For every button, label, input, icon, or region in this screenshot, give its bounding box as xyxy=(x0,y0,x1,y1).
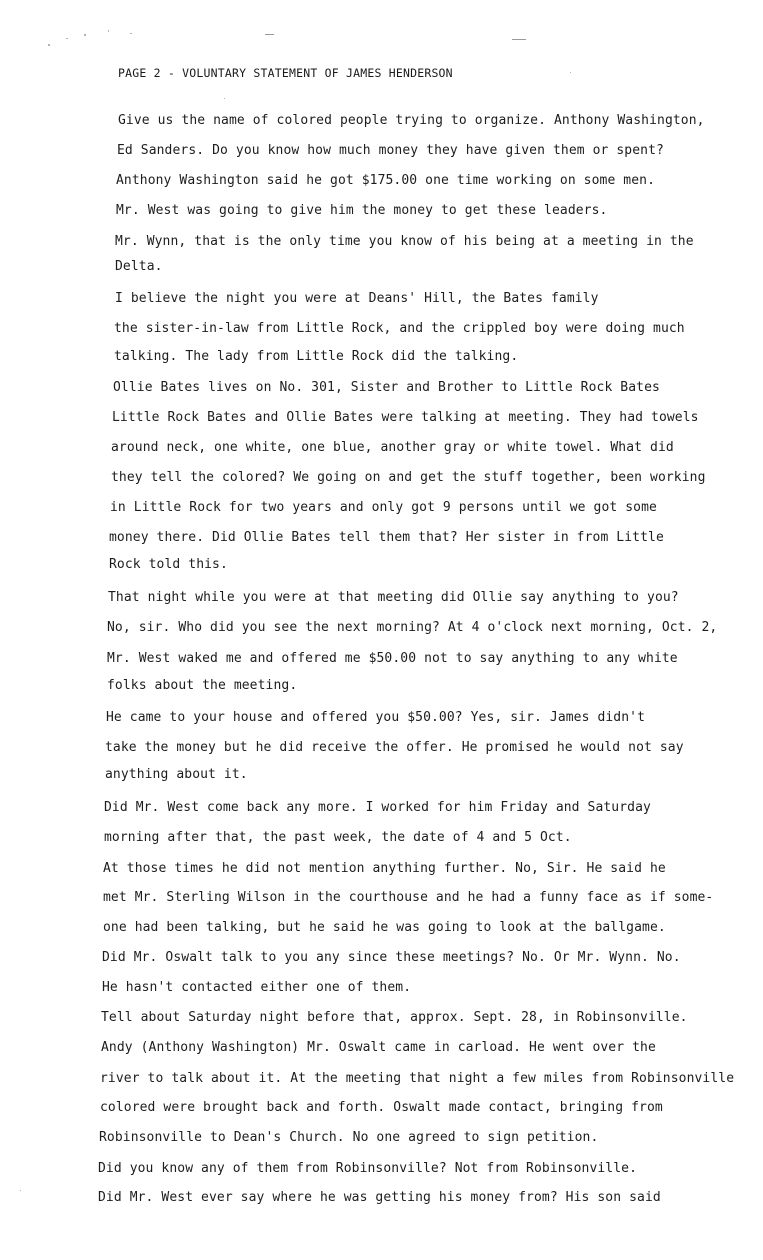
statement-line: folks about the meeting. xyxy=(107,678,298,693)
statement-line: Give us the name of colored people trying to organize. Anthony Washington, xyxy=(118,113,705,128)
statement-line: Robinsonville to Dean's Church. No one agreed to sign petition. xyxy=(99,1130,599,1145)
statement-line: money there. Did Ollie Bates tell them that? Her sister in from Little xyxy=(109,530,664,545)
page-header: PAGE 2 - VOLUNTARY STATEMENT OF JAMES HENDERSON xyxy=(118,66,453,80)
statement-line: I believe the night you were at Deans' Hill, the Bates family xyxy=(115,291,599,306)
statement-line: No, sir. Who did you see the next morning? At 4 o'clock next morning, Oct. 2, xyxy=(107,620,718,635)
statement-line: That night while you were at that meeting did Ollie say anything to you? xyxy=(108,590,679,605)
statement-line: Ed Sanders. Do you know how much money they have given them or spent? xyxy=(117,143,664,158)
statement-line: At those times he did not mention anything further. No, Sir. He said he xyxy=(103,861,666,876)
statement-line: Mr. West was going to give him the money to get these leaders. xyxy=(116,203,608,218)
statement-line: anything about it. xyxy=(105,767,248,782)
statement-line: He hasn't contacted either one of them. xyxy=(102,980,412,995)
statement-line: morning after that, the past week, the date of 4 and 5 Oct. xyxy=(104,830,572,845)
statement-line: Mr. Wynn, that is the only time you know of his being at a meeting in the xyxy=(115,234,694,249)
statement-line: the sister-in-law from Little Rock, and the crippled boy were doing much xyxy=(114,321,685,336)
statement-line: they tell the colored? We going on and get the stuff together, been working xyxy=(111,470,706,485)
statement-line: Mr. West waked me and offered me $50.00 not to say anything to any white xyxy=(107,651,678,666)
statement-line: one had been talking, but he said he was going to look at the ballgame. xyxy=(103,920,666,935)
statement-line: colored were brought back and forth. Oswalt made contact, bringing from xyxy=(100,1100,663,1115)
statement-line: take the money but he did receive the offer. He promised he would not say xyxy=(105,740,684,755)
statement-line: in Little Rock for two years and only got 9 persons until we got some xyxy=(110,500,657,515)
statement-line: Little Rock Bates and Ollie Bates were talking at meeting. They had towels xyxy=(112,410,699,425)
statement-line: talking. The lady from Little Rock did the talking. xyxy=(114,349,519,364)
statement-line: Ollie Bates lives on No. 301, Sister and Brother to Little Rock Bates xyxy=(113,380,660,395)
statement-line: Did Mr. West come back any more. I worked for him Friday and Saturday xyxy=(104,800,651,815)
statement-line: Rock told this. xyxy=(109,557,228,572)
statement-line: met Mr. Sterling Wilson in the courthouse and he had a funny face as if some- xyxy=(103,890,714,905)
statement-line: Tell about Saturday night before that, approx. Sept. 28, in Robinsonville. xyxy=(101,1010,688,1025)
statement-line: Delta. xyxy=(115,259,163,274)
statement-line: He came to your house and offered you $50.00? Yes, sir. James didn't xyxy=(106,710,646,725)
statement-line: Did Mr. West ever say where he was getting his money from? His son said xyxy=(98,1190,661,1205)
statement-line: Andy (Anthony Washington) Mr. Oswalt came in carload. He went over the xyxy=(101,1040,656,1055)
statement-line: Anthony Washington said he got $175.00 one time working on some men. xyxy=(116,173,656,188)
statement-line: around neck, one white, one blue, another gray or white towel. What did xyxy=(111,440,674,455)
statement-line: river to talk about it. At the meeting that night a few miles from Robinsonville xyxy=(100,1071,735,1086)
statement-line: Did Mr. Oswalt talk to you any since these meetings? No. Or Mr. Wynn. No. xyxy=(102,950,681,965)
statement-line: Did you know any of them from Robinsonville? Not from Robinsonville. xyxy=(98,1161,638,1176)
